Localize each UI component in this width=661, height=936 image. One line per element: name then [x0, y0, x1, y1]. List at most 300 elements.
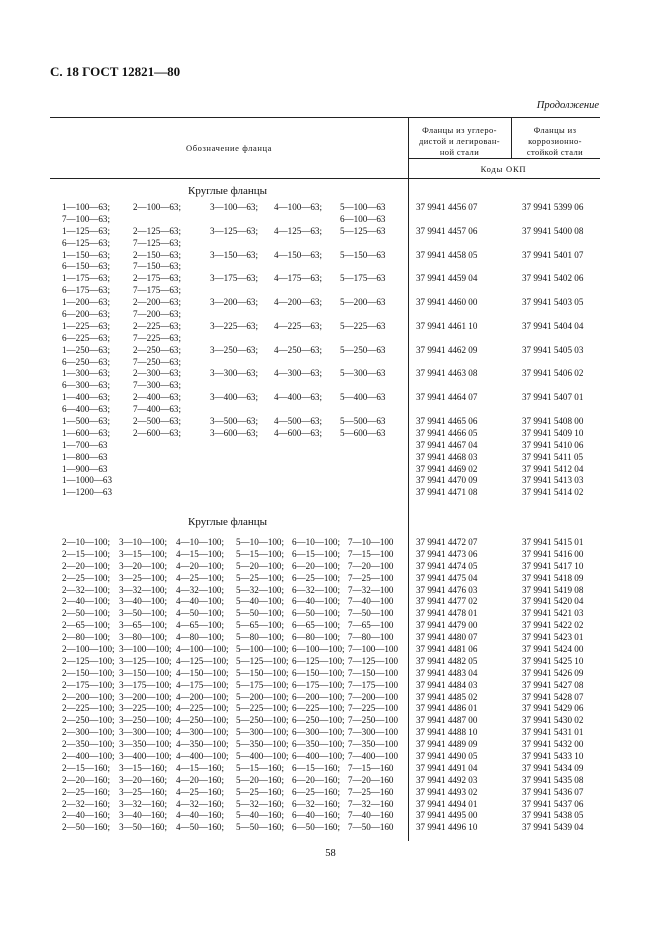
designation-cell: 4—25—160;	[176, 786, 224, 797]
okp-code-carbon: 37 9941 4489 09	[416, 739, 478, 750]
designation-cell: 7—175—100	[348, 679, 399, 690]
table-top-rule	[50, 117, 600, 118]
okp-code-carbon: 37 9941 4494 01	[416, 798, 478, 809]
okp-code-carbon: 37 9941 4472 07	[416, 537, 478, 547]
okp-code-stainless: 37 9941 5409 10	[522, 427, 584, 438]
designation-cell: 6—200—100;	[292, 691, 345, 702]
designation-cell: 6—100—100;	[292, 644, 345, 655]
designation-cell: 7—50—160	[348, 822, 394, 833]
designation-cell: 1—150—63;	[62, 249, 110, 260]
table-row	[0, 787, 661, 799]
designation-cell: 7—225—100	[348, 703, 399, 714]
designation-cell: 2—25—100;	[62, 572, 110, 583]
okp-code-stainless: 37 9941 5407 01	[522, 392, 584, 403]
designation-cell: 3—125—100;	[119, 655, 172, 666]
table-row	[0, 692, 661, 704]
designation-cell: 2—150—100;	[62, 667, 115, 678]
designation-cell: 4—80—100;	[176, 632, 224, 643]
designation-cell: 6—100—63	[340, 213, 386, 224]
page-header: С. 18 ГОСТ 12821—80	[50, 64, 181, 79]
designation-cell: 4—200—63;	[274, 297, 322, 308]
okp-code-stainless: 37 9941 5425 10	[522, 655, 584, 666]
designation-cell: 3—250—63;	[210, 344, 258, 355]
okp-code-carbon: 37 9941 4468 03	[416, 451, 478, 462]
designation-cell: 5—25—100;	[236, 572, 284, 583]
designation-cell: 4—40—160;	[176, 810, 224, 821]
okp-code-carbon: 37 9941 4470 09	[416, 475, 478, 486]
table-row	[0, 561, 661, 573]
okp-code-carbon: 37 9941 4467 04	[416, 439, 478, 450]
designation-cell: 7—250—63;	[133, 356, 181, 367]
designation-cell: 3—50—160;	[119, 822, 167, 833]
designation-cell: 5—225—63	[340, 320, 386, 331]
designation-cell: 5—50—100;	[236, 608, 284, 619]
table-row	[0, 810, 661, 822]
okp-code-stainless: 37 9941 5418 09	[522, 572, 584, 583]
designation-cell: 2—250—100;	[62, 715, 115, 726]
okp-code-carbon: 37 9941 4488 10	[416, 727, 478, 738]
designation-cell: 3—150—63;	[210, 249, 258, 260]
table-row	[0, 644, 661, 656]
okp-code-stainless: 37 9941 5408 00	[522, 416, 584, 427]
okp-code-stainless: 37 9941 5399 06	[522, 202, 584, 212]
table-row	[0, 573, 661, 585]
designation-cell: 3—400—100;	[119, 751, 172, 762]
designation-cell: 4—175—63;	[274, 273, 322, 284]
okp-code-stainless: 37 9941 5436 07	[522, 786, 584, 797]
okp-code-carbon: 37 9941 4483 04	[416, 667, 478, 678]
table-row	[0, 680, 661, 692]
designation-cell: 2—500—63;	[133, 416, 181, 427]
okp-code-stainless: 37 9941 5437 06	[522, 798, 584, 809]
table-row	[0, 775, 661, 787]
designation-cell: 7—150—63;	[133, 261, 181, 272]
designation-cell: 4—400—63;	[274, 392, 322, 403]
okp-code-stainless: 37 9941 5428 07	[522, 691, 584, 702]
designation-cell: 4—400—100;	[176, 751, 229, 762]
designation-cell: 5—175—100;	[236, 679, 289, 690]
designation-cell: 6—15—100;	[292, 548, 340, 559]
okp-code-stainless: 37 9941 5400 08	[522, 225, 584, 236]
designation-cell: 3—50—100;	[119, 608, 167, 619]
designation-cell: 7—20—100	[348, 560, 394, 571]
designation-cell: 5—65—100;	[236, 620, 284, 631]
designation-cell: 7—100—63;	[62, 213, 110, 224]
okp-code-stainless: 37 9941 5404 04	[522, 320, 584, 331]
designation-cell: 2—200—100;	[62, 691, 115, 702]
designation-cell: 2—250—63;	[133, 344, 181, 355]
okp-code-carbon: 37 9941 4480 07	[416, 632, 478, 643]
okp-code-stainless: 37 9941 5403 05	[522, 297, 584, 308]
designation-cell: 7—15—100	[348, 548, 394, 559]
designation-cell: 7—80—100	[348, 632, 394, 643]
designation-cell: 3—15—100;	[119, 548, 167, 559]
designation-cell: 7—50—100	[348, 608, 394, 619]
designation-cell: 7—350—100	[348, 739, 399, 750]
table-row	[0, 822, 661, 834]
designation-cell: 2—20—160;	[62, 774, 110, 785]
table-row	[0, 656, 661, 668]
designation-cell: 6—80—100;	[292, 632, 340, 643]
designation-cell: 4—125—100;	[176, 655, 229, 666]
designation-cell: 6—250—100;	[292, 715, 345, 726]
designation-cell: 5—100—63	[340, 202, 386, 212]
okp-code-carbon: 37 9941 4496 10	[416, 822, 478, 833]
designation-cell: 3—600—63;	[210, 427, 258, 438]
designation-cell: 2—50—160;	[62, 822, 110, 833]
table-row	[0, 202, 661, 214]
designation-cell: 3—125—63;	[210, 225, 258, 236]
okp-code-stainless: 37 9941 5420 04	[522, 596, 584, 607]
designation-cell: 7—40—100	[348, 596, 394, 607]
designation-cell: 4—500—63;	[274, 416, 322, 427]
designation-cell: 6—40—160;	[292, 810, 340, 821]
designation-cell: 2—20—100;	[62, 560, 110, 571]
designation-cell: 7—400—100	[348, 751, 399, 762]
okp-code-stainless: 37 9941 5411 05	[522, 451, 584, 462]
table-row	[0, 668, 661, 680]
okp-code-stainless: 37 9941 5424 00	[522, 644, 584, 655]
okp-code-carbon: 37 9941 4466 05	[416, 427, 478, 438]
okp-code-carbon: 37 9941 4495 00	[416, 810, 478, 821]
designation-cell: 4—15—160;	[176, 762, 224, 773]
continuation-label: Продолжение	[536, 100, 599, 111]
designation-cell: 1—600—63;	[62, 427, 110, 438]
designation-cell: 4—200—100;	[176, 691, 229, 702]
okp-code-stainless: 37 9941 5423 01	[522, 632, 584, 643]
designation-cell: 3—32—100;	[119, 584, 167, 595]
designation-cell: 6—20—160;	[292, 774, 340, 785]
table-row	[0, 596, 661, 608]
designation-cell: 6—150—63;	[62, 261, 110, 272]
designation-cell: 7—250—100	[348, 715, 399, 726]
designation-cell: 6—25—100;	[292, 572, 340, 583]
designation-cell: 6—65—100;	[292, 620, 340, 631]
okp-code-stainless: 37 9941 5414 02	[522, 487, 584, 498]
designation-cell: 3—40—100;	[119, 596, 167, 607]
designation-cell: 6—125—100;	[292, 655, 345, 666]
designation-cell: 4—50—160;	[176, 822, 224, 833]
designation-cell: 3—175—63;	[210, 273, 258, 284]
designation-cell: 2—40—100;	[62, 596, 110, 607]
table-row	[0, 345, 661, 357]
designation-cell: 7—10—100	[348, 537, 394, 547]
designation-cell: 2—175—100;	[62, 679, 115, 690]
table-row	[0, 357, 661, 369]
table-row	[0, 620, 661, 632]
okp-code-stainless: 37 9941 5431 01	[522, 727, 584, 738]
designation-cell: 5—20—160;	[236, 774, 284, 785]
table-row	[0, 727, 661, 739]
designation-cell: 4—125—63;	[274, 225, 322, 236]
okp-code-carbon: 37 9941 4481 06	[416, 644, 478, 655]
designation-cell: 1—250—63;	[62, 344, 110, 355]
designation-cell: 5—125—100;	[236, 655, 289, 666]
designation-cell: 3—100—100;	[119, 644, 172, 655]
designation-cell: 7—200—63;	[133, 309, 181, 320]
designation-cell: 5—175—63	[340, 273, 386, 284]
table-row	[0, 333, 661, 345]
okp-code-carbon: 37 9941 4485 02	[416, 691, 478, 702]
designation-cell: 1—700—63	[62, 439, 108, 450]
okp-code-stainless: 37 9941 5435 08	[522, 774, 584, 785]
okp-code-carbon: 37 9941 4484 03	[416, 679, 478, 690]
table-row	[0, 368, 661, 380]
okp-code-carbon: 37 9941 4473 06	[416, 548, 478, 559]
okp-code-stainless: 37 9941 5439 04	[522, 822, 584, 833]
designation-cell: 6—40—100;	[292, 596, 340, 607]
table-row	[0, 238, 661, 250]
designation-cell: 6—150—100;	[292, 667, 345, 678]
designation-cell: 1—400—63;	[62, 392, 110, 403]
designation-cell: 4—300—63;	[274, 368, 322, 379]
designation-cell: 5—350—100;	[236, 739, 289, 750]
okp-code-stainless: 37 9941 5427 08	[522, 679, 584, 690]
designation-cell: 2—400—63;	[133, 392, 181, 403]
designation-cell: 7—125—100	[348, 655, 399, 666]
okp-code-stainless: 37 9941 5421 03	[522, 608, 584, 619]
designation-cell: 3—25—100;	[119, 572, 167, 583]
designation-cell: 4—175—100;	[176, 679, 229, 690]
designation-cell: 5—400—63	[340, 392, 386, 403]
okp-code-stainless: 37 9941 5417 10	[522, 560, 584, 571]
table-row	[0, 309, 661, 321]
section-1-rows	[0, 202, 661, 499]
designation-cell: 6—250—63;	[62, 356, 110, 367]
designation-cell: 3—225—63;	[210, 320, 258, 331]
carbon-steel-header: Фланцы из углеро- дистой и легирован- ной стали	[418, 125, 501, 157]
designation-cell: 3—175—100;	[119, 679, 172, 690]
designation-cell: 6—20—100;	[292, 560, 340, 571]
table-row	[0, 297, 661, 309]
okp-code-carbon: 37 9941 4456 07	[416, 202, 478, 212]
okp-code-stainless: 37 9941 5416 00	[522, 548, 584, 559]
designation-cell: 2—125—100;	[62, 655, 115, 666]
okp-code-stainless: 37 9941 5413 03	[522, 475, 584, 486]
table-row	[0, 608, 661, 620]
header-divider	[408, 158, 600, 159]
designation-cell: 5—80—100;	[236, 632, 284, 643]
designation-cell: 7—225—63;	[133, 332, 181, 343]
designation-cell: 5—400—100;	[236, 751, 289, 762]
designation-cell: 5—225—100;	[236, 703, 289, 714]
designation-cell: 3—25—160;	[119, 786, 167, 797]
designation-cell: 2—175—63;	[133, 273, 181, 284]
okp-code-carbon: 37 9941 4478 01	[416, 608, 478, 619]
designation-cell: 4—600—63;	[274, 427, 322, 438]
designation-cell: 7—300—100	[348, 727, 399, 738]
designation-cell: 5—15—100;	[236, 548, 284, 559]
table-row	[0, 416, 661, 428]
designation-cell: 2—32—100;	[62, 584, 110, 595]
designation-cell: 7—25—160	[348, 786, 394, 797]
designation-cell: 2—10—100;	[62, 537, 110, 547]
designation-cell: 7—125—63;	[133, 237, 181, 248]
designation-cell: 4—20—160;	[176, 774, 224, 785]
designation-cell: 4—150—100;	[176, 667, 229, 678]
designation-cell: 6—10—100;	[292, 537, 340, 547]
designation-cell: 6—300—63;	[62, 380, 110, 391]
designation-cell: 6—125—63;	[62, 237, 110, 248]
table-row	[0, 703, 661, 715]
okp-code-carbon: 37 9941 4469 02	[416, 463, 478, 474]
designation-header: Обозначение фланца	[185, 143, 273, 153]
designation-cell: 6—175—63;	[62, 285, 110, 296]
designation-cell: 5—50—160;	[236, 822, 284, 833]
table-row	[0, 464, 661, 476]
designation-cell: 4—150—63;	[274, 249, 322, 260]
okp-code-stainless: 37 9941 5406 02	[522, 368, 584, 379]
table-row	[0, 440, 661, 452]
okp-code-carbon: 37 9941 4460 00	[416, 297, 478, 308]
okp-code-carbon: 37 9941 4458 05	[416, 249, 478, 260]
designation-cell: 4—25—100;	[176, 572, 224, 583]
designation-cell: 7—32—160	[348, 798, 394, 809]
designation-cell: 4—32—100;	[176, 584, 224, 595]
designation-cell: 6—200—63;	[62, 309, 110, 320]
designation-cell: 1—225—63;	[62, 320, 110, 331]
designation-cell: 2—50—100;	[62, 608, 110, 619]
section-title: Круглые фланцы	[188, 516, 268, 528]
table-row	[0, 428, 661, 440]
table-row	[0, 475, 661, 487]
designation-cell: 7—25—100	[348, 572, 394, 583]
designation-cell: 1—800—63	[62, 451, 108, 462]
designation-cell: 4—32—160;	[176, 798, 224, 809]
designation-cell: 7—65—100	[348, 620, 394, 631]
designation-cell: 2—225—100;	[62, 703, 115, 714]
okp-code-stainless: 37 9941 5429 06	[522, 703, 584, 714]
designation-cell: 4—350—100;	[176, 739, 229, 750]
designation-cell: 2—600—63;	[133, 427, 181, 438]
okp-code-stainless: 37 9941 5410 06	[522, 439, 584, 450]
designation-cell: 3—100—63;	[210, 202, 258, 212]
designation-cell: 7—400—63;	[133, 404, 181, 415]
okp-code-carbon: 37 9941 4461 10	[416, 320, 478, 331]
stainless-steel-header: Фланцы из коррозионно- стойкой стали	[526, 125, 584, 157]
designation-cell: 2—150—63;	[133, 249, 181, 260]
designation-cell: 3—400—63;	[210, 392, 258, 403]
designation-cell: 5—150—100;	[236, 667, 289, 678]
header-bottom-rule	[50, 178, 600, 179]
table-row	[0, 380, 661, 392]
designation-cell: 5—125—63	[340, 225, 386, 236]
designation-cell: 1—900—63	[62, 463, 108, 474]
designation-cell: 7—40—160	[348, 810, 394, 821]
designation-cell: 7—100—100	[348, 644, 399, 655]
designation-cell: 2—25—160;	[62, 786, 110, 797]
designation-cell: 2—100—100;	[62, 644, 115, 655]
table-row	[0, 715, 661, 727]
okp-code-carbon: 37 9941 4465 06	[416, 416, 478, 427]
okp-code-stainless: 37 9941 5438 05	[522, 810, 584, 821]
table-row	[0, 487, 661, 499]
table-row	[0, 261, 661, 273]
designation-cell: 4—225—63;	[274, 320, 322, 331]
table-row	[0, 392, 661, 404]
okp-code-carbon: 37 9941 4476 03	[416, 584, 478, 595]
okp-code-stainless: 37 9941 5433 10	[522, 751, 584, 762]
designation-cell: 2—80—100;	[62, 632, 110, 643]
designation-cell: 2—100—63;	[133, 202, 181, 212]
okp-code-carbon: 37 9941 4487 00	[416, 715, 478, 726]
table-row	[0, 549, 661, 561]
designation-cell: 2—15—100;	[62, 548, 110, 559]
designation-cell: 5—32—100;	[236, 584, 284, 595]
designation-cell: 6—350—100;	[292, 739, 345, 750]
designation-cell: 5—500—63	[340, 416, 386, 427]
designation-cell: 6—300—100;	[292, 727, 345, 738]
designation-cell: 7—150—100	[348, 667, 399, 678]
okp-code-stainless: 37 9941 5432 00	[522, 739, 584, 750]
okp-code-stainless: 37 9941 5426 09	[522, 667, 584, 678]
designation-cell: 4—10—100;	[176, 537, 224, 547]
designation-cell: 5—15—160;	[236, 762, 284, 773]
table-row	[0, 452, 661, 464]
designation-cell: 2—32—160;	[62, 798, 110, 809]
designation-cell: 5—200—63	[340, 297, 386, 308]
designation-cell: 4—100—63;	[274, 202, 322, 212]
designation-cell: 1—1200—63	[62, 487, 113, 498]
designation-cell: 3—15—160;	[119, 762, 167, 773]
okp-code-carbon: 37 9941 4479 00	[416, 620, 478, 631]
table-row	[0, 214, 661, 226]
okp-code-stainless: 37 9941 5401 07	[522, 249, 584, 260]
okp-code-stainless: 37 9941 5402 06	[522, 273, 584, 284]
designation-cell: 5—20—100;	[236, 560, 284, 571]
designation-cell: 3—150—100;	[119, 667, 172, 678]
designation-cell: 5—40—160;	[236, 810, 284, 821]
designation-cell: 5—40—100;	[236, 596, 284, 607]
designation-cell: 2—225—63;	[133, 320, 181, 331]
designation-cell: 4—65—100;	[176, 620, 224, 631]
table-row	[0, 751, 661, 763]
designation-cell: 3—20—160;	[119, 774, 167, 785]
designation-cell: 2—40—160;	[62, 810, 110, 821]
designation-cell: 6—32—160;	[292, 798, 340, 809]
designation-cell: 3—200—100;	[119, 691, 172, 702]
table-row	[0, 273, 661, 285]
designation-cell: 4—100—100;	[176, 644, 229, 655]
designation-cell: 4—20—100;	[176, 560, 224, 571]
designation-cell: 3—40—160;	[119, 810, 167, 821]
designation-cell: 6—50—160;	[292, 822, 340, 833]
designation-cell: 4—50—100;	[176, 608, 224, 619]
table-row	[0, 585, 661, 597]
table-row	[0, 799, 661, 811]
designation-cell: 6—400—100;	[292, 751, 345, 762]
designation-cell: 6—400—63;	[62, 404, 110, 415]
designation-cell: 5—10—100;	[236, 537, 284, 547]
designation-cell: 1—200—63;	[62, 297, 110, 308]
designation-cell: 5—300—100;	[236, 727, 289, 738]
designation-cell: 3—300—63;	[210, 368, 258, 379]
okp-code-stainless: 37 9941 5415 01	[522, 537, 584, 547]
designation-cell: 7—300—63;	[133, 380, 181, 391]
table-row	[0, 250, 661, 262]
okp-code-stainless: 37 9941 5422 02	[522, 620, 584, 631]
okp-code-carbon: 37 9941 4474 05	[416, 560, 478, 571]
page-number: 58	[325, 848, 336, 859]
designation-cell: 1—500—63;	[62, 416, 110, 427]
designation-cell: 4—250—100;	[176, 715, 229, 726]
designation-cell: 3—20—100;	[119, 560, 167, 571]
designation-cell: 5—250—100;	[236, 715, 289, 726]
okp-code-carbon: 37 9941 4477 02	[416, 596, 478, 607]
designation-cell: 7—20—160	[348, 774, 394, 785]
designation-cell: 1—175—63;	[62, 273, 110, 284]
designation-cell: 5—300—63	[340, 368, 386, 379]
